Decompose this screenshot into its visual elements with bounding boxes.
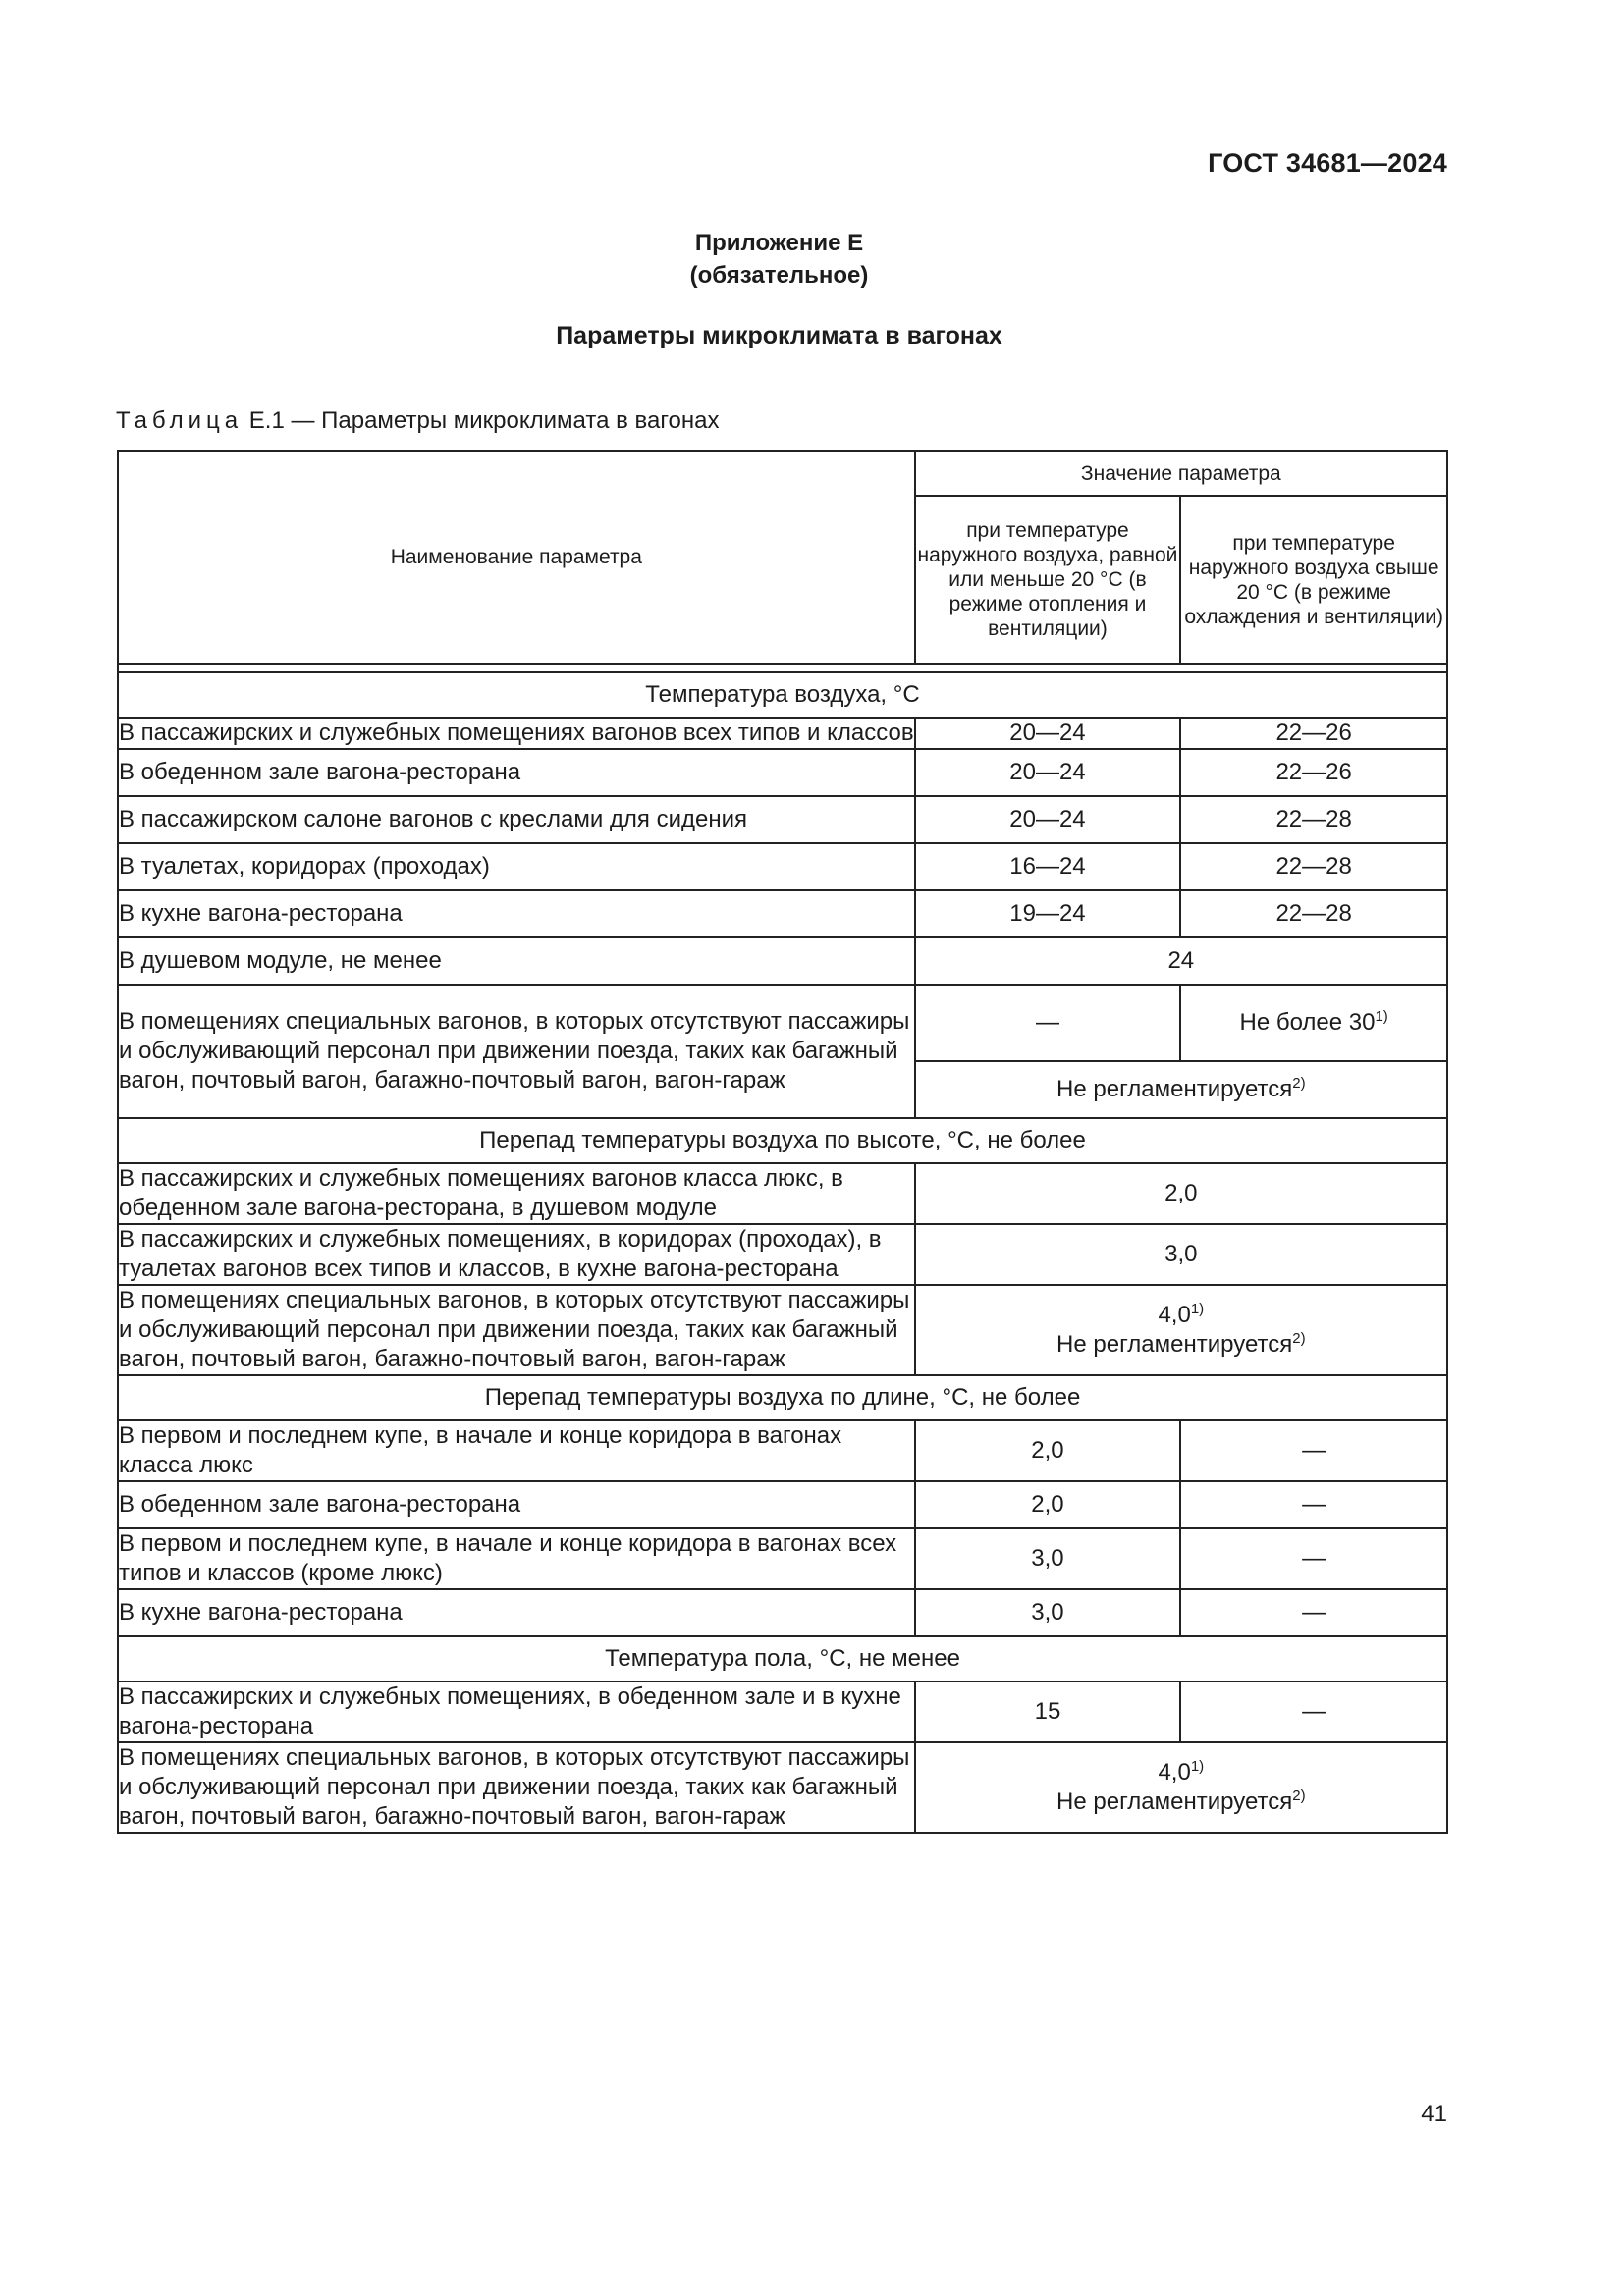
footnote-ref: 2) xyxy=(1292,1075,1306,1092)
table-caption-prefix: Таблица xyxy=(116,407,244,434)
value-cooling: 22—26 xyxy=(1180,749,1447,796)
header-cooling-mode: при температуре наружного воздуха свыше 20 °С (в режиме охлаждения и вентиляции) xyxy=(1180,496,1447,664)
microclimate-table xyxy=(117,450,1448,1834)
parameter-name: В кухне вагона-ресторана xyxy=(118,1589,915,1636)
value-merged xyxy=(915,1061,1447,1118)
value-text: Не регламентируется xyxy=(1056,1331,1293,1358)
value-cooling xyxy=(1180,985,1447,1061)
value-heating: 3,0 xyxy=(915,1589,1181,1636)
value-line xyxy=(916,1788,1446,1817)
value-cooling: — xyxy=(1180,1420,1447,1481)
value-heating: 15 xyxy=(915,1682,1181,1742)
parameter-name: В душевом модуле, не менее xyxy=(118,937,915,985)
value-merged: 2,0 xyxy=(915,1163,1447,1224)
value-merged xyxy=(915,1742,1447,1833)
value-line xyxy=(916,1758,1446,1788)
value-heating: 2,0 xyxy=(915,1481,1181,1528)
parameter-name: В пассажирских и служебных помещениях вагонов всех типов и классов xyxy=(118,718,915,749)
document-header-standard: ГОСТ 34681—2024 xyxy=(1208,148,1447,178)
parameter-name: В пассажирских и служебных помещениях, в коридорах (проходах), в туалетах вагонов всех типов и классов, в кухне вагона-ресторана xyxy=(118,1224,915,1285)
parameter-name: В первом и последнем купе, в начале и конце коридора в вагонах класса люкс xyxy=(118,1420,915,1481)
parameter-name: В первом и последнем купе, в начале и конце коридора в вагонах всех типов и классов (кроме люкс) xyxy=(118,1528,915,1589)
parameter-name: В туалетах, коридорах (проходах) xyxy=(118,843,915,890)
value-heating: 16—24 xyxy=(915,843,1181,890)
value-cooling: 22—26 xyxy=(1180,718,1447,749)
value-heating: 20—24 xyxy=(915,796,1181,843)
annex-title: Параметры микроклимата в вагонах xyxy=(556,322,1002,349)
parameter-name: В помещениях специальных вагонов, в которых отсутствуют пассажиры и обслуживающий персонал при движении поезда, таких как багажный вагон, почтовый вагон, багажно-почтовый вагон, вагон-гараж xyxy=(118,1742,915,1833)
value-heating: 2,0 xyxy=(915,1420,1181,1481)
section-title: Температура воздуха, °С xyxy=(118,672,1447,718)
footnote-ref: 1) xyxy=(1190,1301,1205,1317)
value-cooling: — xyxy=(1180,1682,1447,1742)
section-title: Перепад температуры воздуха по высоте, °С, не более xyxy=(118,1118,1447,1163)
value-text: Не регламентируется xyxy=(1056,1076,1293,1102)
value-cooling: — xyxy=(1180,1481,1447,1528)
header-separator xyxy=(118,664,1447,672)
table-caption xyxy=(116,407,720,435)
value-text: Не регламентируется xyxy=(1056,1789,1293,1815)
value-heating: 3,0 xyxy=(915,1528,1181,1589)
footnote-ref: 1) xyxy=(1375,1008,1388,1025)
value-heating: — xyxy=(915,985,1181,1061)
value-heating: 19—24 xyxy=(915,890,1181,937)
value-cooling: — xyxy=(1180,1589,1447,1636)
footnote-ref: 1) xyxy=(1190,1758,1205,1775)
footnote-ref: 2) xyxy=(1292,1788,1306,1804)
parameter-name: В помещениях специальных вагонов, в которых отсутствуют пассажиры и обслуживающий персонал при движении поезда, таких как багажный вагон, почтовый вагон, багажно-почтовый вагон, вагон-гараж xyxy=(118,985,915,1118)
value-merged: 3,0 xyxy=(915,1224,1447,1285)
header-parameter-value: Значение параметра xyxy=(915,451,1447,496)
section-title: Температура пола, °С, не менее xyxy=(118,1636,1447,1682)
annex-heading xyxy=(0,227,1558,292)
annex-status: (обязательное) xyxy=(689,262,869,289)
parameter-name: В помещениях специальных вагонов, в которых отсутствуют пассажиры и обслуживающий персонал при движении поезда, таких как багажный вагон, почтовый вагон, багажно-почтовый вагон, вагон-гараж xyxy=(118,1285,915,1375)
parameter-name: В обеденном зале вагона-ресторана xyxy=(118,749,915,796)
value-cooling: 22—28 xyxy=(1180,796,1447,843)
value-heating: 20—24 xyxy=(915,749,1181,796)
value-cooling: 22—28 xyxy=(1180,843,1447,890)
value-cooling: — xyxy=(1180,1528,1447,1589)
value-text: Не более 30 xyxy=(1239,1009,1376,1036)
value-text: 4,0 xyxy=(1158,1302,1191,1328)
parameter-name: В кухне вагона-ресторана xyxy=(118,890,915,937)
table-caption-text: Е.1 — Параметры микроклимата в вагонах xyxy=(243,407,720,434)
parameter-name: В пассажирских и служебных помещениях, в обеденном зале и в кухне вагона-ресторана xyxy=(118,1682,915,1742)
value-merged: 24 xyxy=(915,937,1447,985)
parameter-name: В пассажирских и служебных помещениях вагонов класса люкс, в обеденном зале вагона-ресторана, в душевом модуле xyxy=(118,1163,915,1224)
parameter-name: В пассажирском салоне вагонов с креслами для сидения xyxy=(118,796,915,843)
value-line xyxy=(916,1301,1446,1330)
value-merged xyxy=(915,1285,1447,1375)
header-heating-mode: при температуре наружного воздуха, равной или меньше 20 °С (в режиме отопления и вентиляции) xyxy=(915,496,1181,664)
annex-label: Приложение Е xyxy=(694,230,864,256)
page-number: 41 xyxy=(1421,2101,1447,2127)
header-parameter-name: Наименование параметра xyxy=(118,451,915,664)
value-heating: 20—24 xyxy=(915,718,1181,749)
value-text: 4,0 xyxy=(1158,1759,1191,1786)
section-title: Перепад температуры воздуха по длине, °С, не более xyxy=(118,1375,1447,1420)
value-line xyxy=(916,1330,1446,1360)
footnote-ref: 2) xyxy=(1292,1330,1306,1347)
value-cooling: 22—28 xyxy=(1180,890,1447,937)
parameter-name: В обеденном зале вагона-ресторана xyxy=(118,1481,915,1528)
